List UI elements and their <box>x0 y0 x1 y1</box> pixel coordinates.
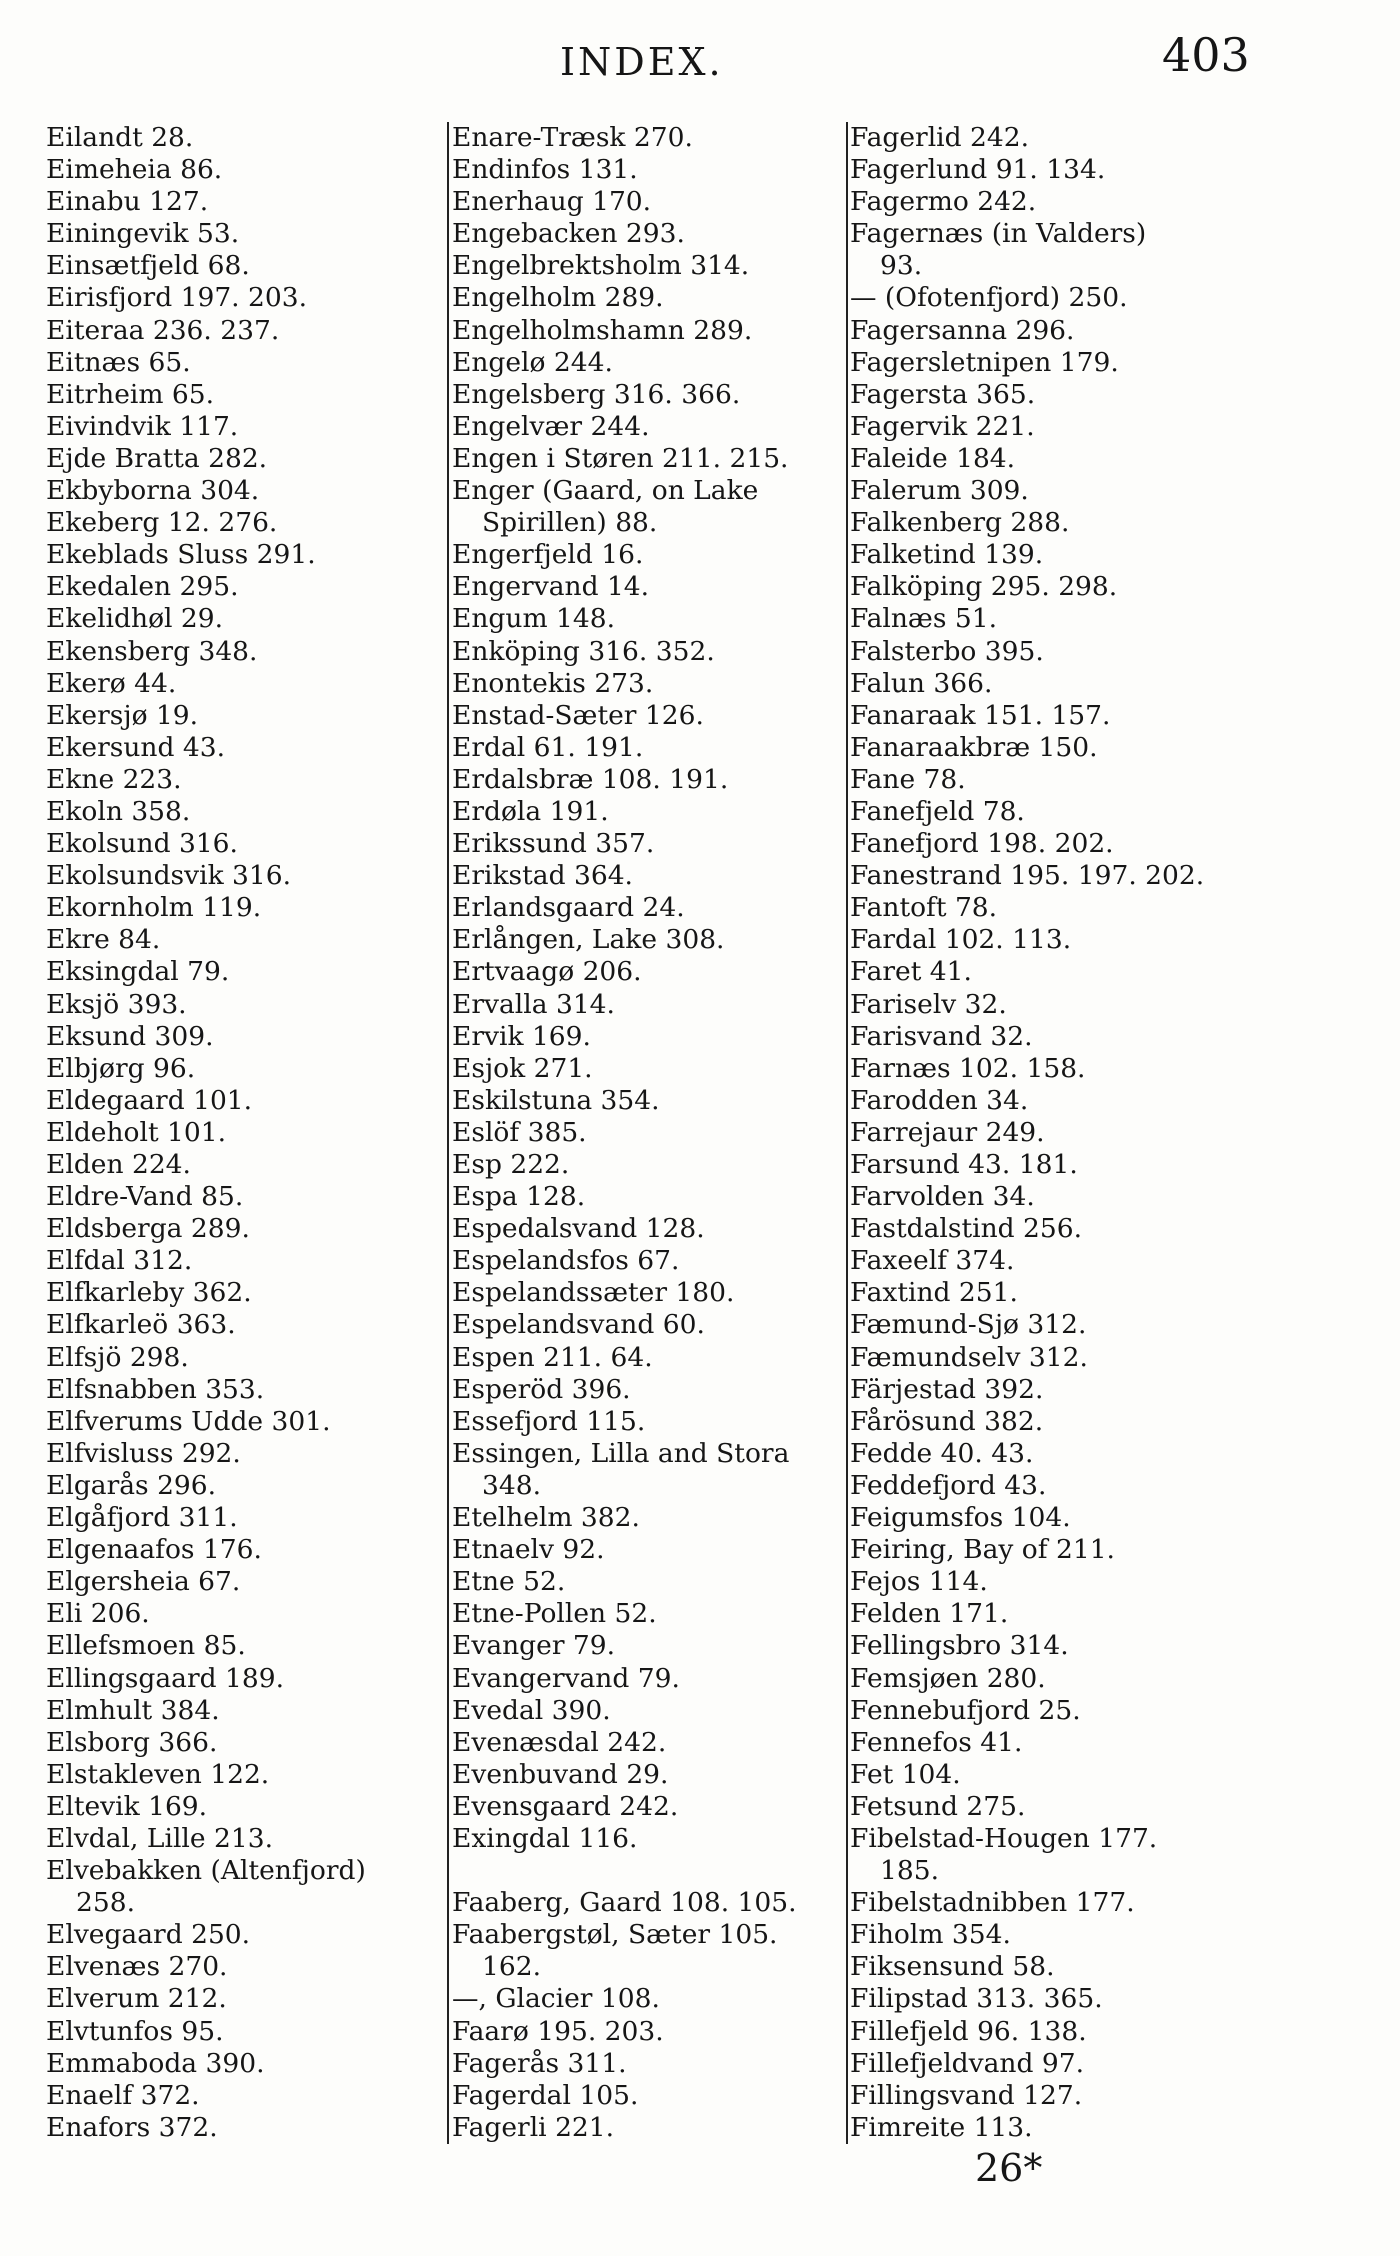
index-entry: Falnæs 51. <box>850 603 998 635</box>
index-entry: Elvegaard 250. <box>46 1919 251 1951</box>
index-entry: Fagervik 221. <box>850 410 1035 442</box>
index-entry: Elverum 212. <box>46 1983 227 2015</box>
index-entry: 348. <box>482 1469 542 1501</box>
index-entry: Fagerås 311. <box>452 2047 627 2079</box>
index-entry: Farodden 34. <box>850 1084 1029 1116</box>
index-entry: Engervand 14. <box>452 571 650 603</box>
index-entry: Falkenberg 288. <box>850 507 1070 539</box>
index-entry: Eirisfjord 197. 203. <box>46 282 308 314</box>
index-entry: Etne 52. <box>452 1566 566 1598</box>
index-entry: Elgarås 296. <box>46 1469 217 1501</box>
index-entry: Fibelstad-Hougen 177. <box>850 1822 1158 1854</box>
index-entry: Evensgaard 242. <box>452 1790 679 1822</box>
index-entry: Erdal 61. 191. <box>452 731 644 763</box>
index-entry: Esp 222. <box>452 1149 570 1180</box>
index-entry: Färjestad 392. <box>850 1373 1044 1405</box>
index-entry: Ekbyborna 304. <box>46 475 260 507</box>
index-entry: Fæmund-Sjø 312. <box>850 1309 1087 1341</box>
index-entry: Ekne 223. <box>46 763 182 795</box>
index-entry: Eskilstuna 354. <box>452 1084 660 1116</box>
index-entry: Fejos 114. <box>850 1566 988 1598</box>
index-entry: Engum 148. <box>452 603 615 635</box>
index-entry: Engen i Støren 211. 215. <box>452 442 789 474</box>
index-entry: Eivindvik 117. <box>46 410 239 442</box>
index-entry: Evenbuvand 29. <box>452 1758 669 1790</box>
index-entry: Erlången, Lake 308. <box>452 924 725 956</box>
index-entry: Fanaraak 151. 157. <box>850 699 1111 731</box>
index-entry: Falun 366. <box>850 667 993 699</box>
index-entry: Ellefsmoen 85. <box>46 1630 246 1662</box>
index-entry: Ekeblads Sluss 291. <box>46 539 316 571</box>
index-entry: Fagernæs (in Valders) <box>850 218 1147 250</box>
index-entry: Ekelidhøl 29. <box>46 603 224 635</box>
index-entry: Erdalsbræ 108. 191. <box>452 763 729 795</box>
index-entry: Espelandsfos 67. <box>452 1245 680 1277</box>
index-entry: Faarø 195. 203. <box>452 2015 664 2047</box>
index-entry: Felden 171. <box>850 1598 1009 1630</box>
index-entry: Einingevik 53. <box>46 218 240 250</box>
index-entry: Ervik 169. <box>452 1020 591 1052</box>
index-entry: — (Ofotenfjord) 250. <box>850 282 1128 314</box>
index-entry: Ekedalen 295. <box>46 571 239 603</box>
signature-mark: 26* <box>975 2146 1043 2190</box>
index-entry: Elmhult 384. <box>46 1694 220 1726</box>
index-entry: Fagersta 365. <box>850 378 1036 410</box>
index-entry: Engelø 244. <box>452 346 613 378</box>
index-entry: Etne-Pollen 52. <box>452 1598 657 1630</box>
index-entry: Engelbrektsholm 314. <box>452 250 750 282</box>
index-entry: Elgenaafos 176. <box>46 1534 262 1566</box>
index-entry: Ekerø 44. <box>46 667 177 699</box>
index-entry <box>452 1855 844 1887</box>
index-entry: Fillefjeldvand 97. <box>850 2047 1085 2079</box>
index-entry: Eli 206. <box>46 1598 150 1630</box>
index-entry: Einabu 127. <box>46 186 209 218</box>
index-entry: Engelsberg 316. 366. <box>452 378 741 410</box>
index-entry: Falköping 295. 298. <box>850 571 1118 603</box>
index-entry: Fellingsbro 314. <box>850 1630 1069 1662</box>
index-entry: Engelholmshamn 289. <box>452 314 753 346</box>
index-entry: Erikssund 357. <box>452 828 655 860</box>
index-column-2 <box>447 122 844 2144</box>
index-entry: Fagerlund 91. 134. <box>850 154 1106 186</box>
index-entry: Endinfos 131. <box>452 154 638 186</box>
index-entry: Farisvand 32. <box>850 1020 1033 1052</box>
index-entry: Enköping 316. 352. <box>452 635 715 667</box>
index-entry: Eltevik 169. <box>46 1790 208 1822</box>
index-entry: Engelvær 244. <box>452 410 650 442</box>
index-entry: Falketind 139. <box>850 539 1044 571</box>
index-entry: Fane 78. <box>850 763 966 795</box>
index-entry: Elfkarleö 363. <box>46 1309 236 1341</box>
index-entry: Farsund 43. 181. <box>850 1149 1078 1180</box>
index-entry: Faxeelf 374. <box>850 1245 1015 1277</box>
index-entry: Erlandsgaard 24. <box>452 892 685 924</box>
index-entry: Fiksensund 58. <box>850 1951 1055 1983</box>
index-entry: Feiring, Bay of 211. <box>850 1534 1115 1566</box>
index-entry: Ellingsgaard 189. <box>46 1662 285 1694</box>
index-entry: Faret 41. <box>850 956 972 988</box>
index-entry: 258. <box>76 1887 136 1919</box>
index-entry: Filipstad 313. 365. <box>850 1983 1103 2015</box>
index-entry: Eldsberga 289. <box>46 1213 250 1245</box>
index-entry: Elsborg 366. <box>46 1726 218 1758</box>
index-entry: Eslöf 385. <box>452 1116 587 1148</box>
index-entry: Eiteraa 236. 237. <box>46 314 280 346</box>
index-entry: Eilandt 28. <box>46 122 194 153</box>
index-entry: Ejde Bratta 282. <box>46 442 268 474</box>
index-entry: Espen 211. 64. <box>452 1341 653 1373</box>
index-entry: Engelholm 289. <box>452 282 664 314</box>
index-entry: Ekolsund 316. <box>46 828 238 860</box>
page-title: INDEX. <box>560 40 724 84</box>
index-entry: Eldre-Vand 85. <box>46 1181 244 1213</box>
index-entry: Elstakleven 122. <box>46 1758 270 1790</box>
index-entry: Elfsnabben 353. <box>46 1373 265 1405</box>
index-entry: Engerfjeld 16. <box>452 539 644 571</box>
index-entry: Elfsjö 298. <box>46 1341 189 1373</box>
index-entry: 162. <box>482 1951 542 1983</box>
index-entry: Falsterbo 395. <box>850 635 1044 667</box>
index-entry: Fibelstadnibben 177. <box>850 1887 1135 1919</box>
index-entry: Fanaraakbræ 150. <box>850 731 1098 763</box>
index-entry: Elbjørg 96. <box>46 1052 196 1084</box>
index-entry: Ekre 84. <box>46 924 161 956</box>
index-entry: Erdøla 191. <box>452 795 609 827</box>
index-entry: Ekensberg 348. <box>46 635 258 667</box>
index-entry: Fagerli 221. <box>452 2111 615 2143</box>
index-entry: Fet 104. <box>850 1758 961 1790</box>
index-entry: Eldegaard 101. <box>46 1084 253 1116</box>
index-entry: Fagersanna 296. <box>850 314 1075 346</box>
index-entry: Ertvaagø 206. <box>452 956 642 988</box>
index-entry: Ekersjø 19. <box>46 699 199 731</box>
index-entry: Ervalla 314. <box>452 988 615 1020</box>
index-entry: Elden 224. <box>46 1149 191 1180</box>
index-entry: Elfdal 312. <box>46 1245 193 1277</box>
index-entry: Fantoft 78. <box>850 892 998 924</box>
index-entry: Falerum 309. <box>850 475 1029 507</box>
index-entry: Fardal 102. 113. <box>850 924 1072 956</box>
index-entry: Elfkarleby 362. <box>46 1277 252 1309</box>
index-entry: Ekersund 43. <box>46 731 226 763</box>
index-entry: Fastdalstind 256. <box>850 1213 1083 1245</box>
index-entry: Eldeholt 101. <box>46 1116 227 1148</box>
index-entry: Engebacken 293. <box>452 218 685 250</box>
index-entry: Eitrheim 65. <box>46 378 215 410</box>
index-entry: Evanger 79. <box>452 1630 616 1662</box>
index-entry: Farnæs 102. 158. <box>850 1052 1086 1084</box>
index-entry: Evenæsdal 242. <box>452 1726 667 1758</box>
index-entry: Emmaboda 390. <box>46 2047 265 2079</box>
index-entry: Exingdal 116. <box>452 1822 638 1854</box>
index-entry: Enerhaug 170. <box>452 186 652 218</box>
index-entry: Eitnæs 65. <box>46 346 191 378</box>
index-entry: Fanefjeld 78. <box>850 795 1025 827</box>
index-entry: Essefjord 115. <box>452 1405 646 1437</box>
index-column-1 <box>46 122 436 2144</box>
index-entry: Farrejaur 249. <box>850 1116 1045 1148</box>
index-entry: Erikstad 364. <box>452 860 633 892</box>
index-entry: Espelandssæter 180. <box>452 1277 735 1309</box>
index-entry: Fennefos 41. <box>850 1726 1023 1758</box>
index-entry: Elgersheia 67. <box>46 1566 241 1598</box>
index-entry: Ekeberg 12. 276. <box>46 507 278 539</box>
index-entry: Feigumsfos 104. <box>850 1502 1071 1534</box>
index-entry: Faabergstøl, Sæter 105. <box>452 1919 778 1951</box>
index-entry: Elvdal, Lille 213. <box>46 1822 274 1854</box>
index-entry: Eimeheia 86. <box>46 154 223 186</box>
index-entry: Enare-Træsk 270. <box>452 122 693 153</box>
index-entry: —, Glacier 108. <box>452 1983 660 2015</box>
index-entry: Eksingdal 79. <box>46 956 230 988</box>
index-entry: Espelandsvand 60. <box>452 1309 705 1341</box>
index-entry: Esperöd 396. <box>452 1373 631 1405</box>
index-entry: Enontekis 273. <box>452 667 654 699</box>
index-entry: Espa 128. <box>452 1181 586 1213</box>
index-entry: 93. <box>880 250 923 282</box>
index-entry: Femsjøen 280. <box>850 1662 1046 1694</box>
index-entry: Essingen, Lilla and Stora <box>452 1437 790 1469</box>
index-entry: Elfvisluss 292. <box>46 1437 241 1469</box>
index-entry: Enger (Gaard, on Lake <box>452 475 759 507</box>
index-entry: Fanestrand 195. 197. 202. <box>850 860 1205 892</box>
index-entry: Fillefjeld 96. 138. <box>850 2015 1087 2047</box>
index-entry: Evangervand 79. <box>452 1662 680 1694</box>
index-entry: Ekornholm 119. <box>46 892 262 924</box>
page-number: 403 <box>1162 28 1250 82</box>
index-entry: Fedde 40. 43. <box>850 1437 1034 1469</box>
index-column-3 <box>846 122 1250 2144</box>
index-entry: Fiholm 354. <box>850 1919 1011 1951</box>
index-entry: Enaelf 372. <box>46 2079 200 2111</box>
index-entry: Eksund 309. <box>46 1020 214 1052</box>
index-entry: Faaberg, Gaard 108. 105. <box>452 1887 797 1919</box>
index-entry: Eksjö 393. <box>46 988 187 1020</box>
index-entry: Spirillen) 88. <box>482 507 658 539</box>
index-entry: Fetsund 275. <box>850 1790 1026 1822</box>
index-entry: Elgåfjord 311. <box>46 1502 238 1534</box>
index-entry: Fagerlid 242. <box>850 122 1030 153</box>
index-entry: Espedalsvand 128. <box>452 1213 705 1245</box>
index-entry: Ekoln 358. <box>46 795 191 827</box>
index-entry: Fimreite 113. <box>850 2111 1033 2143</box>
index-entry: Ekolsundsvik 316. <box>46 860 292 892</box>
index-entry: Fillingsvand 127. <box>850 2079 1083 2111</box>
index-entry: Fårösund 382. <box>850 1405 1044 1437</box>
index-entry: Etelhelm 382. <box>452 1502 640 1534</box>
running-head <box>0 28 1400 88</box>
index-entry: Feddefjord 43. <box>850 1469 1047 1501</box>
index-entry: Elvtunfos 95. <box>46 2015 224 2047</box>
index-entry: Fennebufjord 25. <box>850 1694 1081 1726</box>
index-entry: Enafors 372. <box>46 2111 218 2143</box>
index-entry: Fæmundselv 312. <box>850 1341 1088 1373</box>
index-entry: Einsætfjeld 68. <box>46 250 250 282</box>
index-entry: Evedal 390. <box>452 1694 611 1726</box>
index-entry: Etnaelv 92. <box>452 1534 605 1566</box>
index-entry: Fagerdal 105. <box>452 2079 639 2111</box>
index-entry: Faleide 184. <box>850 442 1016 474</box>
index-entry: Fanefjord 198. 202. <box>850 828 1114 860</box>
index-entry: Fariselv 32. <box>850 988 1007 1020</box>
index-entry: Enstad-Sæter 126. <box>452 699 704 731</box>
index-entry: Farvolden 34. <box>850 1181 1035 1213</box>
index-entry: Elfverums Udde 301. <box>46 1405 331 1437</box>
index-entry: 185. <box>880 1855 940 1887</box>
index-entry: Fagermo 242. <box>850 186 1037 218</box>
index-entry: Elvenæs 270. <box>46 1951 228 1983</box>
index-entry: Elvebakken (Altenfjord) <box>46 1855 366 1887</box>
index-entry: Faxtind 251. <box>850 1277 1018 1309</box>
index-entry: Fagersletnipen 179. <box>850 346 1119 378</box>
index-entry: Esjok 271. <box>452 1052 593 1084</box>
